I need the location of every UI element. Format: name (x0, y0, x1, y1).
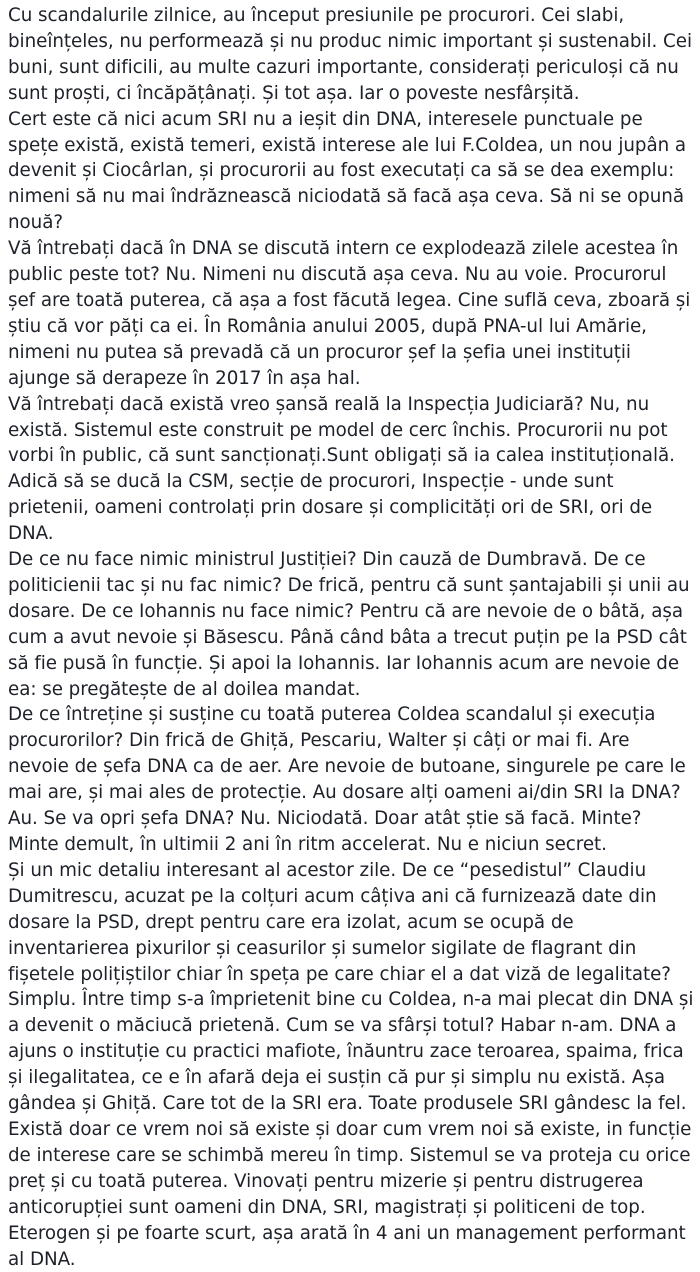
paragraph-3: Vă întrebați dacă în DNA se discută intern ce explodează zilele acestea în public peste tot? Nu. Nimeni nu discută așa ceva. Nu au voie. Procurorul șef are toată puterea, că așa a fost făcută legea. Cine suflă ceva, zboară și știu că vor păți ca ei. În România anului 2005, după PNA-ul lui Amărie, nimeni nu putea să prevadă că un procuror șef la șefia unei instituții ajunge să derapeze în 2017 în așa hal. (8, 238, 691, 389)
paragraph-4: Vă întrebați dacă există vreo șansă reală la Inspecția Judiciară? Nu, nu există. Sistemul este construit pe model de cerc închis. Procurorii nu pot vorbi în public, că sunt sancționați.Sunt obligați să ia calea instituțională. Adică să se ducă la CSM, secție de procurori, Inspecție - unde sunt prietenii, oameni controlați prin dosare și complicități ori de SRI, ori de DNA. (8, 393, 675, 545)
paragraph-1: Cu scandalurile zilnice, au început presiunile pe procurori. Cei slabi, bineînțeles, nu performează și nu produc nimic important și sustenabil. Cei buni, sunt dificili, au multe cazuri importante, considerați periculoși că nu sunt proști, ci încăpățânați. Și tot așa. Iar o poveste nesfârșită. (8, 5, 692, 104)
paragraph-6: De ce întreține și susține cu toată puterea Coldea scandalul și execuția procurorilor? Din frică de Ghiță, Pescariu, Walter și câți or mai fi. Are nevoie de șefa DNA ca de aer. Are nevoie de butoane, singurele pe care le mai are, și mai ales de protecție. Au dosare alți oameni ai/din SRI la DNA? Au. Se va opri șefa DNA? Nu. Niciodată. Doar atât știe să facă. Minte? Minte demult, în ultimii 2 ani în ritm accelerat. Nu e niciun secret. (8, 704, 686, 855)
paragraph-5: De ce nu face nimic ministrul Justiției? Din cauză de Dumbravă. De ce politicienii tac și nu fac nimic? De frică, pentru că sunt șantajabili și unii au dosare. De ce Iohannis nu face nimic? Pentru că are nevoie de o bâtă, așa cum a avut nevoie și Băsescu. Până când bâta a trecut puțin pe la PSD cât să fie pusă în funcție. Și apoi la Iohannis. Iar Iohannis acum are nevoie de ea: se pregătește de al doilea mandat. (8, 549, 690, 700)
paragraph-2: Cert este că nici acum SRI nu a ieșit din DNA, interesele punctuale pe spețe există, există temeri, există interese ale lui F.Coldea, un nou jupân a devenit și Ciocârlan, și procurorii au fost executați ca să se dea exemplu: nimeni să nu mai îndrăznească niciodată să facă așa ceva. Să ni se opună nouă? (8, 108, 687, 234)
paragraph-7: Și un mic detaliu interesant al acestor zile. De ce “pesedistul” Claudiu Dumitrescu, acuzat pe la colțuri acum câțiva ani că furnizează date din dosare la PSD, drept pentru care era izolat, acum se ocupă de inventarierea pixurilor și ceasurilor și sumelor sigilate de flagrant din fișetele polițiștilor chiar în spețа pe care chiar el a dat viză de legalitate? Simplu. Între timp s-a împrietenit bine cu Coldea, n-a mai plecat din DNA și a devenit o măciucă prietenă. Cum se va sfârși totul? Habar n-am. DNA a ajuns o instituție cu practici mafiote, înăuntru zace teroarea, spaima, frica și ilegalitatea, ce e în afară deja ei susțin că pur și simplu nu există. Așa gândea și Ghiță. Care tot de la SRI era. Toate produsele SRI gândesc la fel. Există doar ce vrem noi să existe și doar cum vrem noi să existe, in funcție de interese care se schimbă mereu în timp. Sistemul se va proteja cu orice preț și cu toată puterea. Vinovați pentru mizerie și pentru distrugerea anticorupției sunt oameni din DNA, SRI, magistrați și politiceni de top. Eterogen și pe foarte scurt, așa arată în 4 ani un management performant al DNA. (8, 859, 694, 1270)
